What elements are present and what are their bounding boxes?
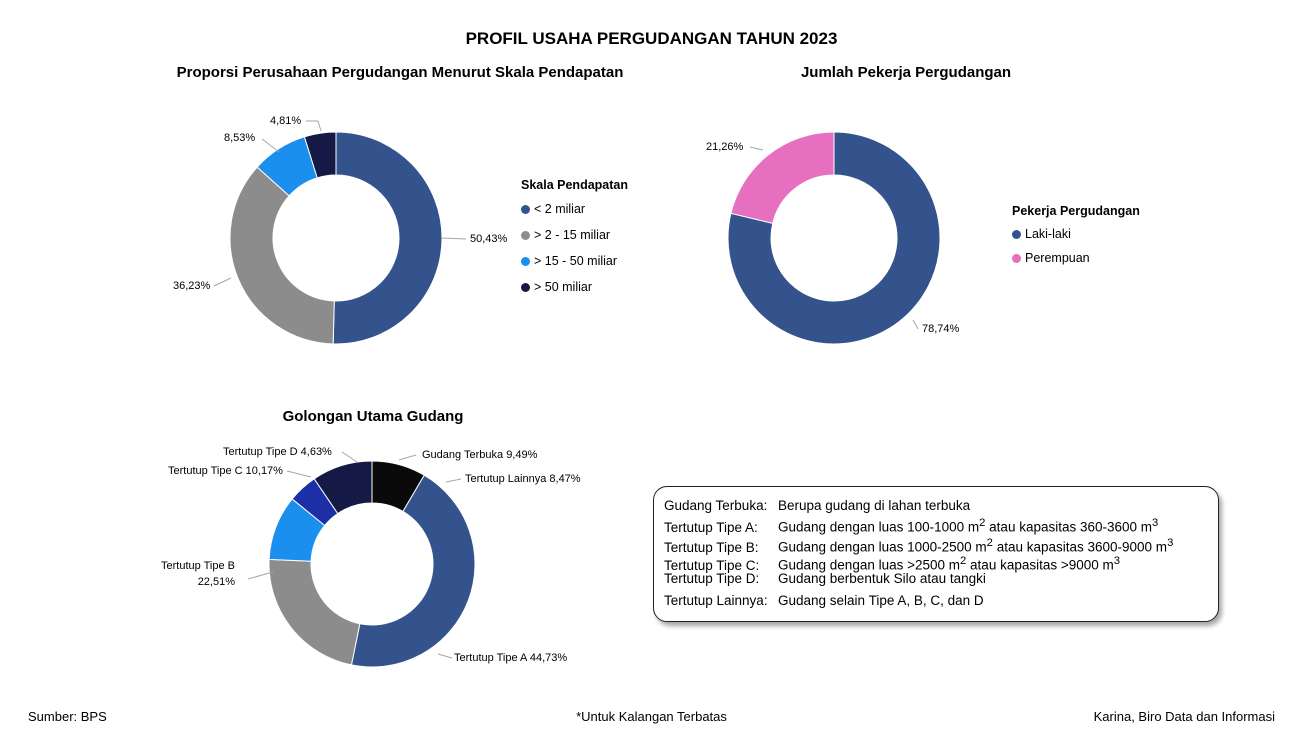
slice-label-type-d: Tertutup Tipe D 4,63% <box>223 446 332 458</box>
legend-label: > 50 miliar <box>534 280 593 294</box>
definitions-box <box>653 486 1219 622</box>
warehouse-slice-1 <box>269 559 360 665</box>
leader-line-0 <box>442 238 466 239</box>
definition-term: Tertutup Lainnya: <box>664 593 768 608</box>
superscript: 2 <box>986 537 993 549</box>
legend-item-lt2 <box>521 196 628 222</box>
definition-term: Tertutup Tipe A: <box>664 519 758 535</box>
leader-line-10 <box>399 455 416 460</box>
legend-label: > 15 - 50 miliar <box>534 254 618 268</box>
legend-item-male <box>1012 222 1140 246</box>
slice-label-lt2: 50,43% <box>470 233 508 245</box>
legend-marker <box>1012 254 1021 263</box>
legend-label: Perempuan <box>1025 251 1090 265</box>
legend-title: Pekerja Pergudangan <box>1012 204 1140 218</box>
leader-line-3 <box>306 121 321 131</box>
legend-item-female <box>1012 246 1140 270</box>
slice-label-15-50: 8,53% <box>224 132 256 144</box>
definition-row <box>664 571 986 586</box>
legend-item-2-15 <box>521 222 628 248</box>
definition-desc: Berupa gudang di lahan terbuka <box>778 498 971 513</box>
definition-desc: atau kapasitas >9000 m <box>966 557 1114 573</box>
legend-title: Skala Pendapatan <box>521 178 628 192</box>
legend-item-gt50 <box>521 274 628 300</box>
definition-row <box>664 517 1158 535</box>
revenue-slice-1 <box>230 167 334 344</box>
leader-line-9 <box>342 452 357 462</box>
legend-marker <box>521 205 530 214</box>
leader-line-8 <box>287 471 311 477</box>
definition-term: Tertutup Tipe C: <box>664 557 760 573</box>
chart3-title: Golongan Utama Gudang <box>282 408 464 425</box>
legend-revenue-scale <box>521 178 628 300</box>
leader-line-6 <box>438 654 452 658</box>
superscript: 3 <box>1167 537 1174 549</box>
donut-chart-revenue-scale <box>230 132 442 344</box>
workers-slice-1 <box>731 132 834 223</box>
definition-term: Tertutup Tipe D: <box>664 571 760 586</box>
slice-label-type-b: Tertutup Tipe B 22,51% <box>161 560 235 588</box>
definition-desc: atau kapasitas 360-3600 m <box>985 519 1153 535</box>
definition-row <box>664 555 1120 573</box>
donut-chart-warehouse-class <box>269 461 475 667</box>
superscript: 2 <box>979 517 986 529</box>
leader-line-11 <box>446 479 461 482</box>
slice-label-type-a: Tertutup Tipe A 44,73% <box>454 652 568 664</box>
slice-label-type-c: Tertutup Tipe C 10,17% <box>168 465 283 477</box>
slice-label-other: Tertutup Lainnya 8,47% <box>465 473 581 485</box>
definition-term: Gudang Terbuka: <box>664 498 768 513</box>
legend-marker <box>521 257 530 266</box>
definition-row <box>664 498 970 513</box>
slice-label-gt50: 4,81% <box>270 115 302 127</box>
superscript: 3 <box>1113 555 1121 567</box>
legend-item-15-50 <box>521 248 628 274</box>
legend-label: Laki-laki <box>1025 227 1071 241</box>
donut-chart-workers <box>728 132 940 344</box>
definition-row <box>664 593 984 608</box>
revenue-slice-0 <box>333 132 442 344</box>
chart1-title: Proporsi Perusahaan Pergudangan Menurut Skala Pendapatan <box>176 64 624 81</box>
slice-label-male: 78,74% <box>922 323 960 335</box>
slice-label-2-15: 36,23% <box>173 280 211 292</box>
superscript: 3 <box>1152 517 1159 529</box>
definition-term: Tertutup Tipe B: <box>664 539 759 555</box>
slice-label-open: Gudang Terbuka 9,49% <box>422 449 538 461</box>
superscript: 2 <box>960 555 967 567</box>
definition-desc: Gudang dengan luas >2500 m <box>778 557 961 573</box>
legend-label: < 2 miliar <box>534 202 586 216</box>
definition-desc: Gudang dengan luas 1000-2500 m <box>778 539 987 555</box>
legend-marker <box>521 283 530 292</box>
page-title: PROFIL USAHA PERGUDANGAN TAHUN 2023 <box>465 29 838 48</box>
slice-label-female: 21,26% <box>706 141 744 153</box>
definition-desc: Gudang berbentuk Silo atau tangki <box>778 571 986 586</box>
footer-note: *Untuk Kalangan Terbatas <box>576 709 727 724</box>
legend-marker <box>1012 230 1021 239</box>
legend-label: > 2 - 15 miliar <box>534 228 611 242</box>
leader-line-5 <box>750 147 763 150</box>
leader-line-4 <box>913 320 918 329</box>
definition-desc: atau kapasitas 3600-9000 m <box>992 539 1168 555</box>
footer-author: Karina, Biro Data dan Informasi <box>1093 709 1275 724</box>
definition-desc: Gudang dengan luas 100-1000 m <box>778 519 980 535</box>
warehouse-slice-0 <box>351 475 475 667</box>
chart2-title: Jumlah Pekerja Pergudangan <box>800 64 1012 81</box>
leader-line-1 <box>214 278 231 286</box>
definition-desc: Gudang selain Tipe A, B, C, dan D <box>778 593 984 608</box>
leader-line-2 <box>262 139 279 152</box>
legend-marker <box>521 231 530 240</box>
definition-row <box>664 537 1173 555</box>
footer-source: Sumber: BPS <box>28 709 107 724</box>
legend-workers <box>1012 204 1140 270</box>
